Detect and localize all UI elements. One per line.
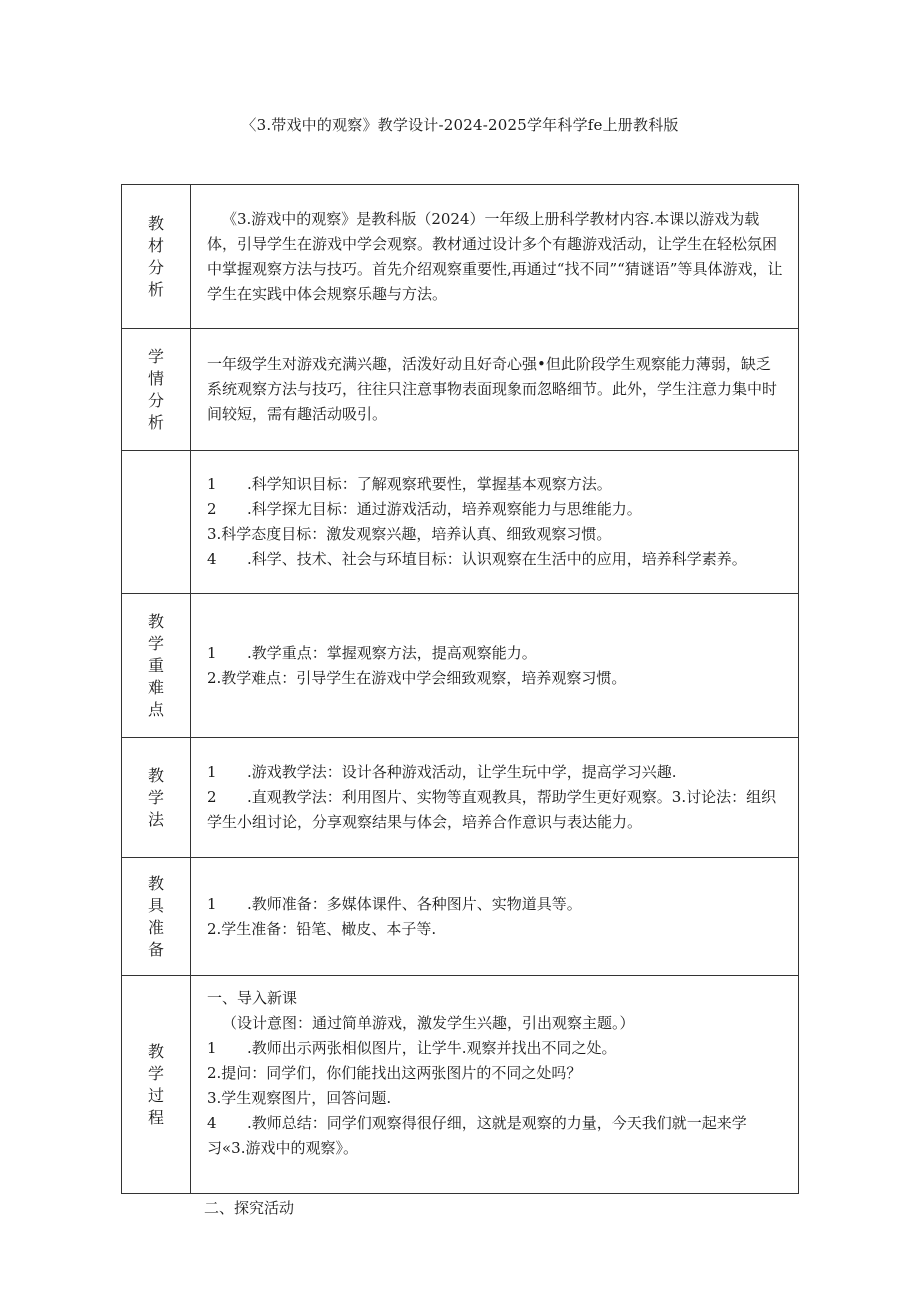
row-tools	[122, 858, 799, 976]
student-analysis-text: 一年级学生对游戏充满兴趣，活泼好动且好奇心强•但此阶段学生观察能力薄弱，缺乏系统观察方法与技巧，往往只注意事物表面现象而忽略细节。此外，学生注意力集中时间较短，需有趣活动吸引。	[207, 355, 778, 423]
process-item: 1 .教师出示两张相似图片，让学牛.观察并找出不同之处。	[207, 1039, 617, 1057]
goal-item: 1 .科学知识目标：了解观察玳要性，掌握基本观察方法。	[207, 475, 612, 493]
row-label	[122, 329, 191, 451]
row-student-analysis	[122, 329, 799, 451]
key-points-cell	[191, 594, 799, 738]
row-label-empty	[122, 451, 191, 594]
row-textbook-analysis	[122, 185, 799, 329]
label-textbook-analysis: 教材分析	[147, 213, 164, 299]
row-key-points	[122, 594, 799, 738]
row-methods	[122, 738, 799, 858]
key-point-item: 2.教学难点：引导学生在游戏中学会细致观察，培养观察习惯。	[207, 668, 627, 687]
goal-item: 3.科学态度目标：激发观察兴趣，培养认真、细致观察习惯。	[207, 525, 612, 543]
tool-item: 2.学生准备：铅笔、橄皮、本子等.	[207, 919, 437, 938]
process-item: 4 .教师总结：同学们观察得很仔细，这就是观察的力量，今天我们就一起来学习«3.游戏中的观察》。	[207, 1114, 747, 1157]
goal-item: 2 .科学探尢目标：通过游戏活动，培养观察能力与思维能力。	[207, 500, 642, 518]
label-student-analysis: 学情分析	[147, 346, 164, 432]
process-intent: （设计意图：通过简单游戏，激发学生兴趣，引出观察主题。）	[222, 1014, 635, 1032]
row-label	[122, 185, 191, 329]
goal-item: 4 .科学、技术、社会与环埴目标：认识观察在生活中的应用，培养科学素养。	[207, 550, 747, 568]
student-analysis-cell	[191, 329, 799, 451]
row-goals	[122, 451, 799, 594]
method-item: 1 .游戏教学法：设计各种游戏活动，让学生玩中学，提高学习兴趣.	[207, 763, 677, 781]
key-point-item: 1 .教学重点：掌握观察方法，提高观察能力。	[207, 643, 537, 662]
section-heading-explore: 二、探究活动	[204, 1199, 295, 1217]
textbook-analysis-cell	[191, 185, 799, 329]
document-title: 〈3.带戏中的观察》教学设计-2024-2025学年科学fe上册教科版	[241, 116, 679, 134]
textbook-analysis-text: 《3.游戏中的观察》是教科版（2024）一年级上册科学教材内容.本课以游戏为载体，引导学生在游戏中学会观察。教材通过设计多个有趣游戏活动，让学生在轻松氛困中掌握观察方法与技巧。首先介绍观察重要性,再通过“找不同”“猜谜语”等具体游戏，让学生在实践中体会规察乐趣与方法。	[207, 209, 783, 303]
process-heading: 一、导入新课	[207, 989, 298, 1007]
goals-cell	[191, 451, 799, 594]
label-process: 教学过程	[147, 1041, 164, 1127]
label-tools: 教具准备	[147, 873, 164, 959]
process-cell	[191, 976, 799, 1194]
row-label	[122, 738, 191, 858]
process-item: 3.学生观察图片，回答问题.	[207, 1089, 392, 1107]
process-item: 2.提问：同学们，你们能找出这两张图片的不同之处吗？	[207, 1064, 582, 1082]
method-item: 2 .直观教学法：利用图片、实物等直观教具，帮助学生更好观察。3.讨论法：组织学生小组讨论，分享观察结果与体会，培养合作意识与表达能力。	[207, 788, 777, 831]
row-label	[122, 594, 191, 738]
tool-item: 1 .教师准备：多媒体课件、各种图片、实物道具等。	[207, 894, 582, 913]
label-key-points: 教学重难点	[147, 611, 164, 719]
row-label	[122, 858, 191, 976]
lesson-plan-table	[121, 184, 799, 1194]
label-methods: 教学法	[147, 765, 164, 829]
row-process	[122, 976, 799, 1194]
row-label	[122, 976, 191, 1194]
methods-cell	[191, 738, 799, 858]
tools-cell	[191, 858, 799, 976]
